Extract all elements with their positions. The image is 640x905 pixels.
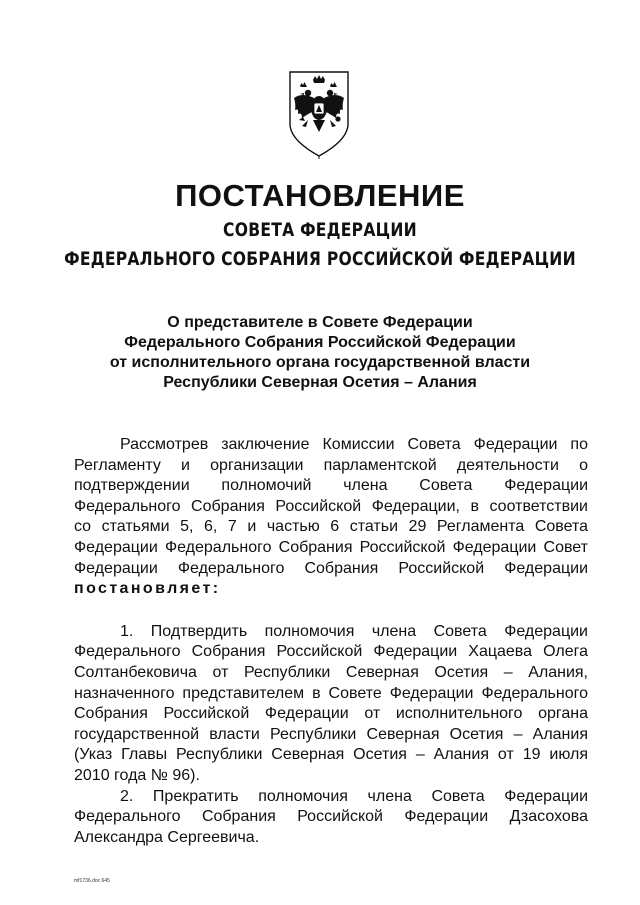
preamble-line: Регламенту и организации парламентской деятельности о <box>74 456 588 474</box>
paragraph-gap <box>74 600 588 622</box>
item1-line: (Указ Главы Республики Северная Осетия – Алания от 19 июля <box>74 746 588 764</box>
preamble-line: подтверждении полномочий члена Совета Федерации <box>74 477 588 495</box>
preamble-line: Рассмотрев заключение Комиссии Совета Федерации по <box>120 436 588 453</box>
heading-line: Республики Северная Осетия – Алания <box>163 374 477 391</box>
preamble-line: Федерации Федерального Собрания Российской Федерации <box>74 559 588 577</box>
item2-line: Александра Сергеевича. <box>74 828 260 846</box>
document-file-code: mf1736.doc 645 <box>74 878 110 884</box>
preamble-line: со статьями 5, 6, 7 и частью 6 статьи 29 Регламента Совета <box>74 518 588 536</box>
item2-line: Федерального Собрания Российской Федерации Дзасохова <box>74 808 588 826</box>
item1-line: Собрания Российской Федерации от исполнительного органа <box>74 705 588 723</box>
item1-line: государственной власти Республики Северная Осетия – Алания <box>74 725 588 743</box>
resolution-heading <box>60 313 580 393</box>
document-subtitle-assembly: ФЕДЕРАЛЬНОГО СОБРАНИЯ РОССИЙСКОЙ ФЕДЕРАЦИИ <box>64 248 576 270</box>
resolves-word: постановляет: <box>74 580 221 598</box>
coat-of-arms-emblem <box>286 68 352 160</box>
heading-line: О представителе в Совете Федерации <box>167 314 473 331</box>
item1-line: Федерального Собрания Российской Федерации Хацаева Олега <box>74 643 588 661</box>
heading-line: Федерального Собрания Российской Федерации <box>124 334 516 351</box>
item2-line: 2. Прекратить полномочия члена Совета Федерации <box>120 787 588 805</box>
preamble-line: Федерации Федерального Собрания Российской Федерации Совет <box>74 538 588 556</box>
resolution-body <box>74 435 588 848</box>
preamble-line: Федерального Собрания Российской Федерации, в соответствии <box>74 497 588 515</box>
heading-line: от исполнительного органа государственной власти <box>109 354 531 371</box>
document-subtitle-council: СОВЕТА ФЕДЕРАЦИИ <box>223 219 417 241</box>
item1-line: назначенного представителем в Совете Федерации Федерального <box>74 684 588 702</box>
item1-line: 1. Подтвердить полномочия члена Совета Федерации <box>120 622 588 640</box>
document-title: ПОСТАНОВЛЕНИЕ <box>175 178 465 213</box>
item1-line: 2010 года № 96). <box>74 766 200 784</box>
item1-line: Солтанбековича от Республики Северная Осетия – Алания, <box>74 663 588 681</box>
